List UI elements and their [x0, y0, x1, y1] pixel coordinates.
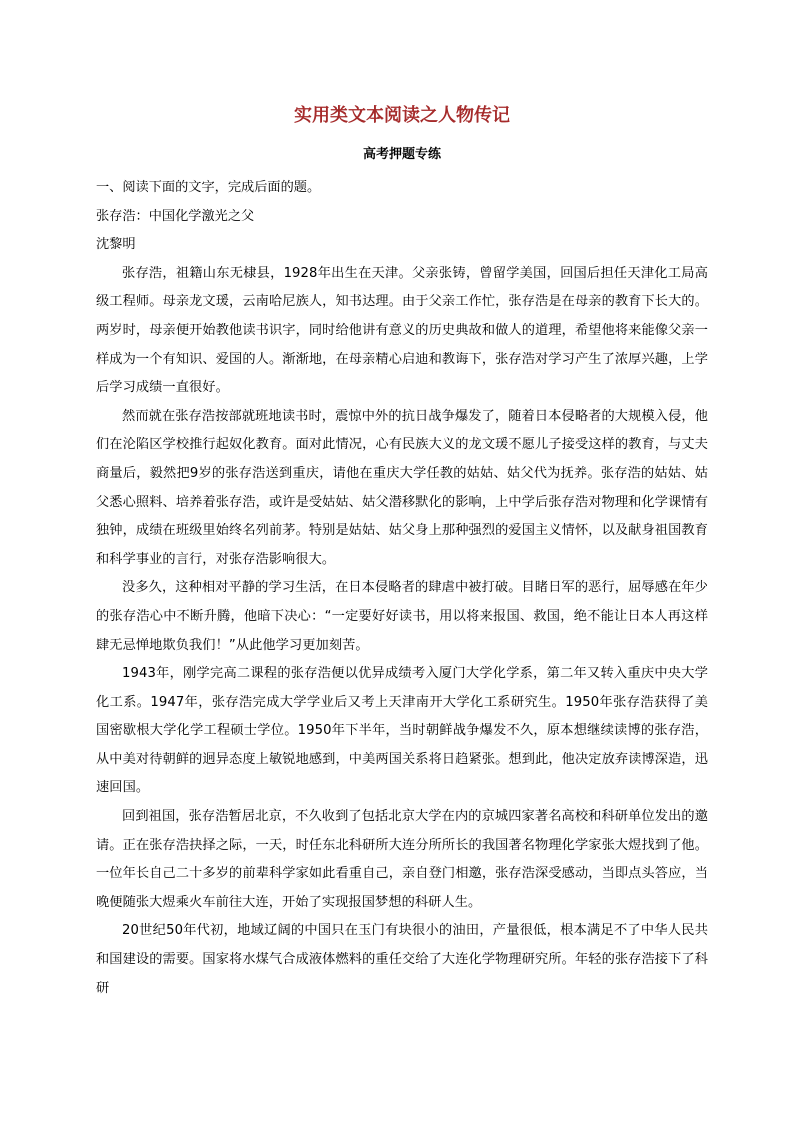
paragraph-6: 20世纪50年代初，地域辽阔的中国只在玉门有块很小的油田，产量很低，根本满足不了中华人民共和国建设的需要。国家将水煤气合成液体燃料的重任交给了大连化学物理研究所。年轻的张存浩接下了科研	[96, 923, 708, 996]
paragraph-1: 张存浩，祖籍山东无棣县，1928年出生在天津。父亲张铸，曾留学美国，回国后担任天津化工局高级工程师。母亲龙文瑗，云南哈尼族人，知书达理。由于父亲工作忙，张存浩是在母亲的教育下长大的。两岁时，母亲便开始教他读书识字，同时给他讲有意义的历史典故和做人的道理，希望他将来能像父亲一样成为一个有知识、爱国的人。渐渐地，在母亲精心启迪和教诲下，张存浩对学习产生了浓厚兴趣，上学后学习成绩一直很好。	[96, 265, 708, 396]
document-subtitle: 高考押题专练	[362, 147, 441, 162]
article-title: 张存浩：中国化学激光之父	[96, 208, 255, 224]
document-title: 实用类文本阅读之人物传记	[294, 105, 510, 126]
article-author: 沈黎明	[96, 237, 136, 253]
paragraph-5: 回到祖国，张存浩暂居北京，不久收到了包括北京大学在内的京城四家著名高校和科研单位发出的邀请。正在张存浩抉择之际，一天，时任东北科研所大连分所所长的我国著名物理化学家张大煜找到了他。一位年长自己二十多岁的前辈科学家如此看重自己，亲自登门相邀，张存浩深受感动，当即点头答应，当晚便随张大煜乘火车前往大连，开始了实现报国梦想的科研人生。	[96, 809, 708, 910]
paragraph-3: 没多久，这种相对平静的学习生活，在日本侵略者的肆虐中被打破。目睹日军的恶行，屈辱感在年少的张存浩心中不断升腾，他暗下决心：“一定要好好读书，用以将来报国、救国，绝不能让日本人再这样肆无忌惮地欺负我们！”从此他学习更加刻苦。	[96, 580, 708, 653]
paragraph-4: 1943年，刚学完高二课程的张存浩便以优异成绩考入厦门大学化学系，第二年又转入重庆中央大学化工系。1947年，张存浩完成大学学业后又考上天津南开大学化工系研究生。1950年张存浩获得了美国密歇根大学化学工程硕士学位。1950年下半年，当时朝鲜战争爆发不久，原本想继续读博的张存浩，从中美对待朝鲜的迥异态度上敏锐地感到，中美两国关系将日趋紧张。想到此，他决定放弃读博深造，迅速回国。	[96, 666, 708, 796]
paragraph-2: 然而就在张存浩按部就班地读书时，震惊中外的抗日战争爆发了，随着日本侵略者的大规模入侵，他们在沦陷区学校推行起奴化教育。面对此情况，心有民族大义的龙文瑗不愿儿子接受这样的教育，与丈夫商量后，毅然把9岁的张存浩送到重庆，请他在重庆大学任教的姑姑、姑父代为抚养。张存浩的姑姑、姑父悉心照料、培养着张存浩，或许是受姑姑、姑父潜移默化的影响，上中学后张存浩对物理和化学课情有独钟，成绩在班级里始终名列前茅。特别是姑姑、姑父身上那种强烈的爱国主义情怀，以及献身祖国教育和科学事业的言行，对张存浩影响很大。	[96, 408, 708, 567]
question-instruction: 一、阅读下面的文字，完成后面的题。	[96, 180, 321, 195]
